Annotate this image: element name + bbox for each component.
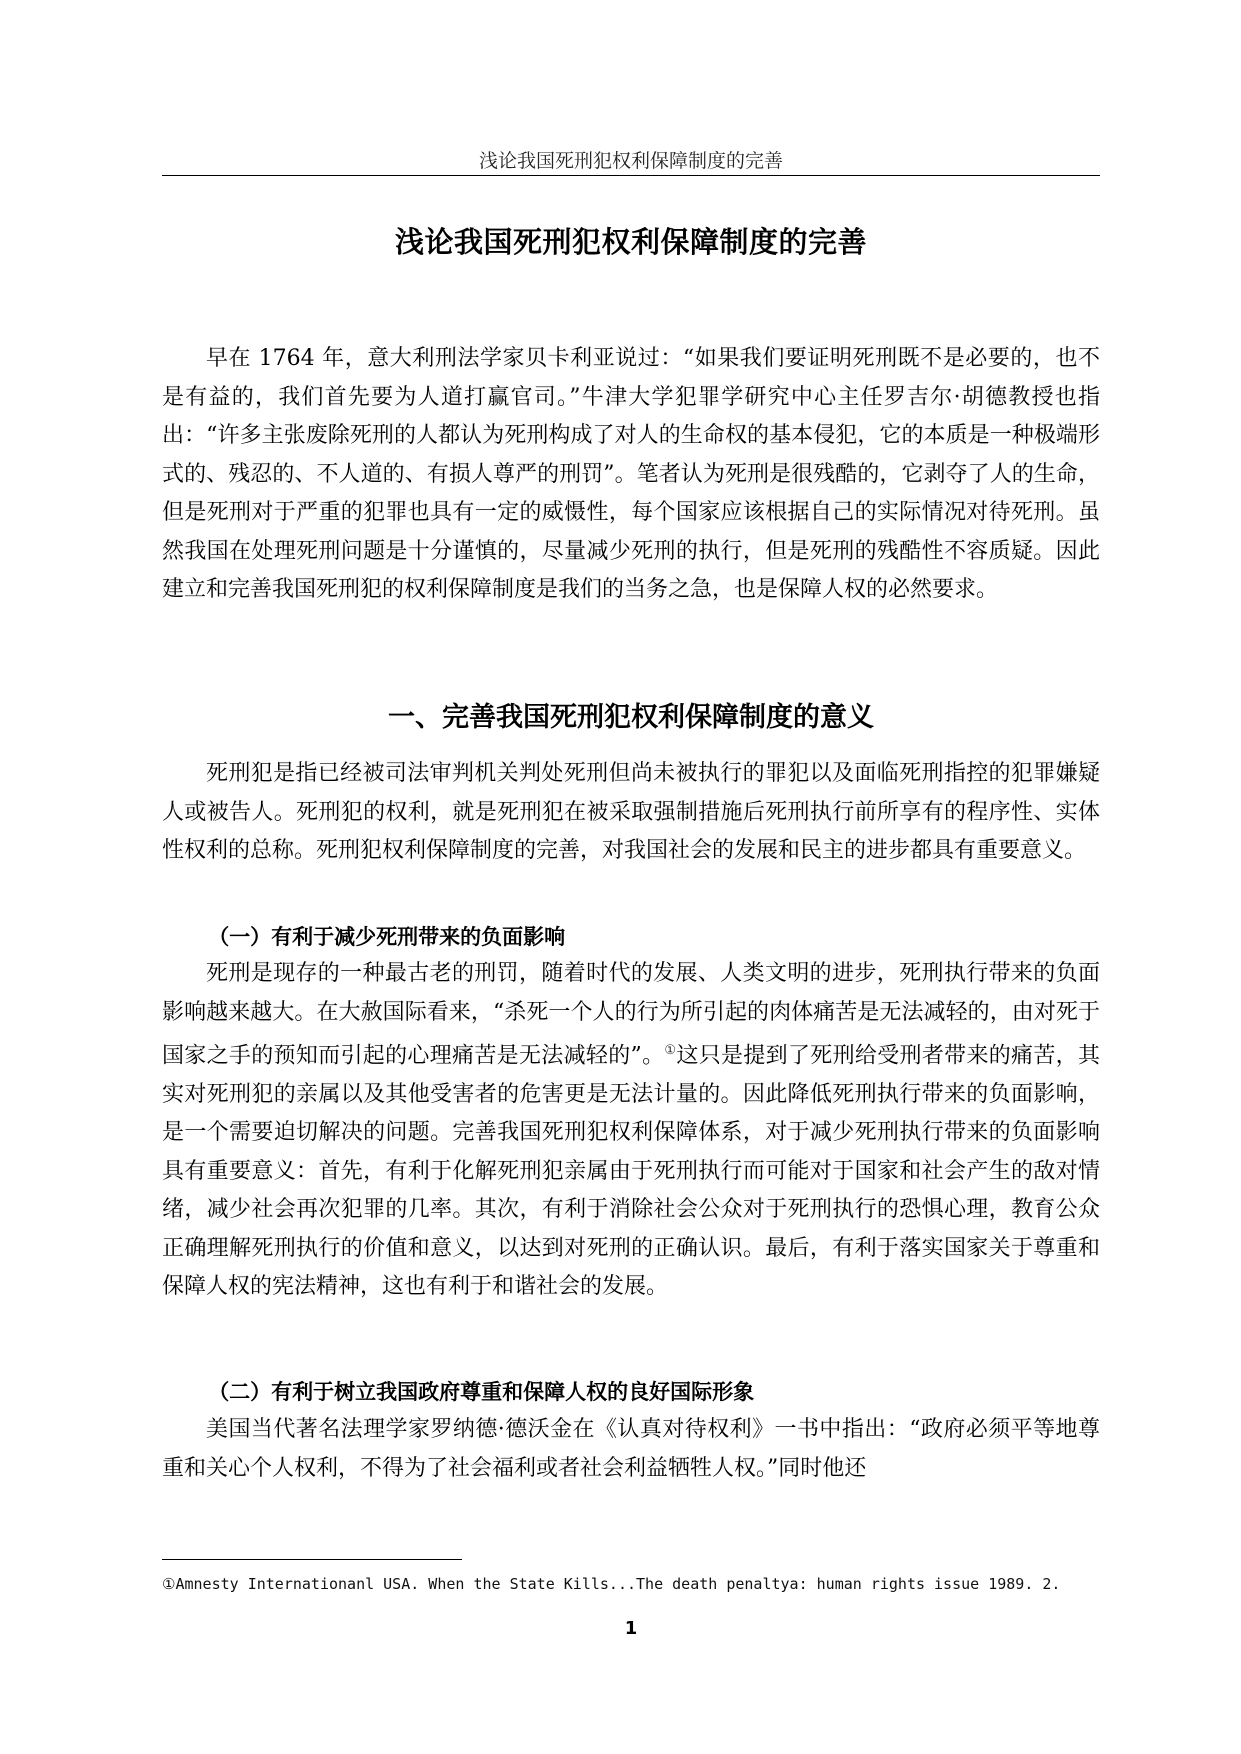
footnote: ①Amnesty Internationanl USA. When the State Kills...The death penaltya: human rights issue 1989. 2. [162, 1575, 1061, 1593]
section-heading-1: 一、完善我国死刑犯权利保障制度的意义 [388, 702, 874, 733]
subsection-2-paragraph: 美国当代著名法理学家罗纳德·德沃金在《认真对待权利》一书中指出：“政府必须平等地尊重和关心个人权利，不得为了社会福利或者社会利益牺牲人权。”同时他还 [162, 1417, 1100, 1481]
page-number: 1 [624, 1618, 638, 1639]
footnote-reference[interactable]: ① [664, 1043, 677, 1058]
subsection-heading-1: （一）有利于减少死刑带来的负面影响 [208, 925, 566, 949]
header-rule [162, 175, 1100, 176]
intro-paragraph: 早在 1764 年，意大利刑法学家贝卡利亚说过：“如果我们要证明死刑既不是必要的，也不是有益的，我们首先要为人道打赢官司。”牛津大学犯罪学研究中心主任罗吉尔·胡德教授也指出：“许多主张废除死刑的人都认为死刑构成了对人的生命权的基本侵犯，它的本质是一种极端形式的、残忍的、不人道的、有损人尊严的刑罚”。笔者认为死刑是很残酷的，它剥夺了人的生命，但是死刑对于严重的犯罪也具有一定的威慑性，每个国家应该根据自己的实际情况对待死刑。虽然我国在处理死刑问题是十分谨慎的，尽量减少死刑的执行，但是死刑的残酷性不容质疑。因此建立和完善我国死刑犯的权利保障制度是我们的当务之急，也是保障人权的必然要求。 [162, 346, 1100, 602]
subsection-1-text-before-note: 死刑是现存的一种最古老的刑罚，随着时代的发展、人类文明的进步，死刑执行带来的负面影响越来越大。在大赦国际看来，“杀死一个人的行为所引起的肉体痛苦是无法减轻的，由对死于国家之手的预知而引起的心理痛苦是无法减轻的”。 [162, 961, 1100, 1069]
subsection-heading-2: （二）有利于树立我国政府尊重和保障人权的良好国际形象 [208, 1380, 755, 1404]
section-1-paragraph: 死刑犯是指已经被司法审判机关判处死刑但尚未被执行的罪犯以及面临死刑指控的犯罪嫌疑人或被告人。死刑犯的权利，就是死刑犯在被采取强制措施后死刑执行前所享有的程序性、实体性权利的总称。死刑犯权利保障制度的完善，对我国社会的发展和民主的进步都具有重要意义。 [162, 761, 1100, 863]
footnote-rule [162, 1559, 462, 1560]
running-header: 浅论我国死刑犯权利保障制度的完善 [478, 150, 783, 172]
subsection-1-text-after-note: 这只是提到了死刑给受刑者带来的痛苦，其实对死刑犯的亲属以及其他受害者的危害更是无法计量的。因此降低死刑执行带来的负面影响，是一个需要迫切解决的问题。完善我国死刑犯权利保障体系，对于减少死刑执行带来的负面影响具有重要意义：首先，有利于化解死刑犯亲属由于死刑执行而可能对于国家和社会产生的敌对情绪，减少社会再次犯罪的几率。其次，有利于消除社会公众对于死刑执行的恐惧心理，教育公众正确理解死刑执行的价值和意义，以达到对死刑的正确认识。最后，有利于落实国家关于尊重和保障人权的宪法精神，这也有利于和谐社会的发展。 [162, 1043, 1100, 1300]
page-title: 浅论我国死刑犯权利保障制度的完善 [394, 225, 867, 259]
subsection-1-paragraph [162, 955, 1100, 1307]
